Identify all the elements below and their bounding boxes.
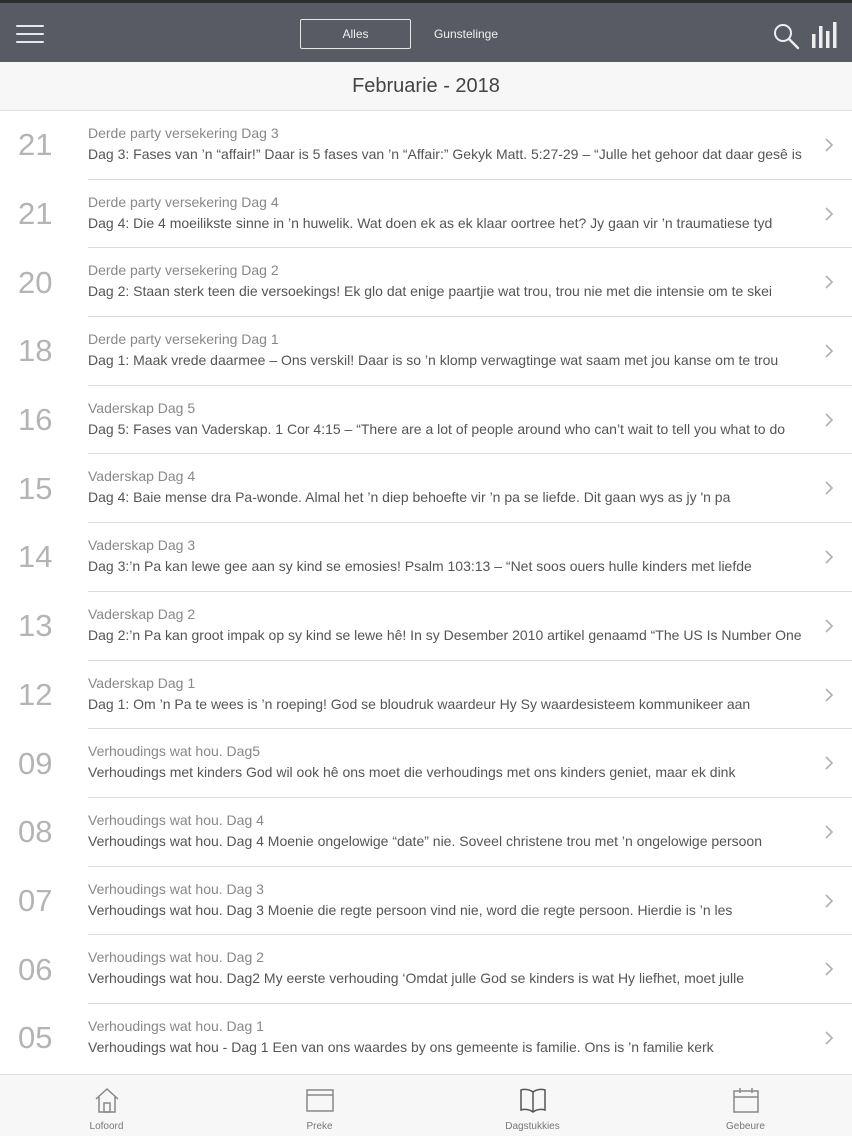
list-item[interactable] bbox=[0, 180, 852, 249]
item-title: Verhoudings wat hou. Dag 3 bbox=[88, 880, 264, 897]
chevron-right-icon bbox=[824, 824, 834, 840]
item-title: Derde party versekering Dag 3 bbox=[88, 125, 279, 141]
segmented-control bbox=[300, 18, 521, 50]
tab-dagstukkies[interactable] bbox=[426, 1075, 639, 1136]
list-item[interactable] bbox=[0, 454, 852, 523]
item-subtitle: Dag 4: Baie mense dra Pa-wonde. Almal het ’n diep behoefte vir ’n pa se liefde. Dit gaan wys as jy 'n pa bbox=[88, 489, 731, 506]
list-item[interactable] bbox=[0, 111, 852, 180]
item-title: Derde party versekering Dag 2 bbox=[88, 262, 279, 279]
folder-icon bbox=[305, 1085, 335, 1115]
tab-gebeure[interactable] bbox=[639, 1075, 852, 1136]
tab-label: Preke bbox=[306, 1121, 333, 1132]
tab-label: Lofoord bbox=[89, 1121, 124, 1132]
chevron-right-icon bbox=[824, 274, 834, 290]
item-day: 15 bbox=[18, 470, 53, 506]
item-title: Vaderskap Dag 4 bbox=[88, 468, 196, 485]
segment-alles[interactable]: Alles bbox=[300, 19, 411, 49]
item-day: 12 bbox=[18, 676, 53, 712]
item-day: 20 bbox=[18, 264, 53, 300]
chevron-right-icon bbox=[824, 137, 834, 153]
item-subtitle: Verhoudings wat hou. Dag2 My eerste verhouding ‘Omdat julle God se kinders is wat Hy liefhet, moet julle bbox=[88, 970, 745, 987]
tab-lofoord[interactable] bbox=[0, 1075, 213, 1136]
item-title: Verhoudings wat hou. Dag 1 bbox=[88, 1017, 264, 1034]
item-title: Verhoudings wat hou. Dag 2 bbox=[88, 949, 264, 966]
item-day: 14 bbox=[18, 539, 53, 575]
item-subtitle: Verhoudings met kinders God wil ook hê ons moet die verhoudings met ons kinders geniet, maar ek dink bbox=[88, 764, 736, 781]
item-day: 07 bbox=[18, 882, 53, 918]
item-title: Vaderskap Dag 1 bbox=[88, 674, 196, 691]
month-title: Februarie - 2018 bbox=[352, 74, 500, 97]
chevron-right-icon bbox=[824, 961, 834, 977]
item-subtitle: Dag 1: Om ’n Pa te wees is ’n roeping! God se bloudruk waardeur Hy Sy waardesisteem kommunikeer aan bbox=[88, 695, 751, 712]
home-icon bbox=[92, 1085, 122, 1115]
list-item[interactable] bbox=[0, 317, 852, 386]
item-day: 21 bbox=[18, 127, 53, 163]
month-header bbox=[0, 62, 852, 111]
chevron-right-icon bbox=[824, 549, 834, 565]
book-icon bbox=[518, 1085, 548, 1115]
chevron-right-icon bbox=[824, 618, 834, 634]
list-item[interactable] bbox=[0, 248, 852, 317]
chevron-right-icon bbox=[824, 1030, 834, 1046]
list-item[interactable] bbox=[0, 935, 852, 1004]
item-subtitle: Dag 1: Maak vrede daarmee – Ons verskil! Daar is so ’n klomp verwagtinge wat saam met jou kanse om te trou bbox=[88, 352, 779, 369]
item-title: Vaderskap Dag 5 bbox=[88, 399, 196, 416]
chevron-right-icon bbox=[824, 893, 834, 909]
item-subtitle: Dag 2:’n Pa kan groot impak op sy kind se lewe hê! In sy Desember 2010 artikel genaamd “The US Is Number One bbox=[88, 626, 802, 643]
segment-gunstelinge[interactable]: Gunstelinge bbox=[433, 27, 499, 41]
list-item[interactable] bbox=[0, 1004, 852, 1073]
item-subtitle: Dag 3: Fases van ’n “affair!” Daar is 5 fases van ’n “Affair:” Gekyk Matt. 5:27-29 – “Julle het gehoor dat daar gesê is bbox=[88, 146, 802, 162]
chevron-right-icon bbox=[824, 206, 834, 222]
item-title: Vaderskap Dag 2 bbox=[88, 605, 196, 622]
chevron-right-icon bbox=[824, 412, 834, 428]
list-item[interactable] bbox=[0, 592, 852, 661]
search-icon[interactable] bbox=[772, 22, 800, 50]
menu-icon[interactable] bbox=[16, 25, 44, 45]
item-subtitle: Verhoudings wat hou. Dag 3 Moenie die regte persoon vind nie, word die regte persoon. Hierdie is ’n les bbox=[88, 901, 733, 918]
list-item[interactable] bbox=[0, 523, 852, 592]
item-day: 08 bbox=[18, 814, 53, 850]
item-subtitle: Dag 2: Staan sterk teen die versoekings! Ek glo dat enige paartjie wat trou, trou nie met die intensie om te skei bbox=[88, 283, 773, 300]
item-title: Verhoudings wat hou. Dag5 bbox=[88, 743, 261, 760]
item-day: 09 bbox=[18, 745, 53, 781]
list-item[interactable] bbox=[0, 798, 852, 867]
devotion-list bbox=[0, 111, 852, 1074]
top-bar bbox=[0, 0, 852, 62]
tab-bar bbox=[0, 1074, 852, 1136]
list-item[interactable] bbox=[0, 661, 852, 730]
list-item[interactable] bbox=[0, 867, 852, 936]
item-day: 06 bbox=[18, 951, 53, 987]
chevron-right-icon bbox=[824, 480, 834, 496]
item-day: 05 bbox=[18, 1020, 53, 1056]
list-item[interactable] bbox=[0, 386, 852, 455]
item-subtitle: Verhoudings wat hou. Dag 4 Moenie ongelowige “date” nie. Soveel christene trou met ’n ongelowige persoon bbox=[88, 832, 762, 849]
item-title: Derde party versekering Dag 4 bbox=[88, 193, 279, 210]
item-day: 16 bbox=[18, 402, 53, 438]
tab-label: Gebeure bbox=[726, 1121, 765, 1132]
stats-icon[interactable] bbox=[810, 20, 838, 50]
chevron-right-icon bbox=[824, 755, 834, 771]
item-day: 21 bbox=[18, 196, 53, 232]
item-subtitle: Dag 5: Fases van Vaderskap. 1 Cor 4:15 – “There are a lot of people around who can’t wait to tell you what to do bbox=[88, 420, 786, 437]
item-day: 18 bbox=[18, 333, 53, 369]
item-title: Derde party versekering Dag 1 bbox=[88, 331, 279, 348]
chevron-right-icon bbox=[824, 687, 834, 703]
tab-label: Dagstukkies bbox=[505, 1121, 560, 1132]
tab-preke[interactable] bbox=[213, 1075, 426, 1136]
item-title: Vaderskap Dag 3 bbox=[88, 537, 196, 554]
item-title: Verhoudings wat hou. Dag 4 bbox=[88, 811, 264, 828]
item-subtitle: Verhoudings wat hou - Dag 1 Een van ons waardes by ons gemeente is familie. Ons is ’n familie kerk bbox=[88, 1038, 714, 1055]
list-item[interactable] bbox=[0, 729, 852, 798]
item-subtitle: Dag 4: Die 4 moeilikste sinne in ’n huwelik. Wat doen ek as ek klaar oortree het? Jy gaan vir ’n traumatiese tyd bbox=[88, 214, 773, 231]
calendar-icon bbox=[731, 1085, 761, 1115]
item-subtitle: Dag 3:’n Pa kan lewe gee aan sy kind se emosies! Psalm 103:13 – “Net soos ouers hulle kinders met liefde bbox=[88, 558, 752, 575]
chevron-right-icon bbox=[824, 343, 834, 359]
item-day: 13 bbox=[18, 608, 53, 644]
